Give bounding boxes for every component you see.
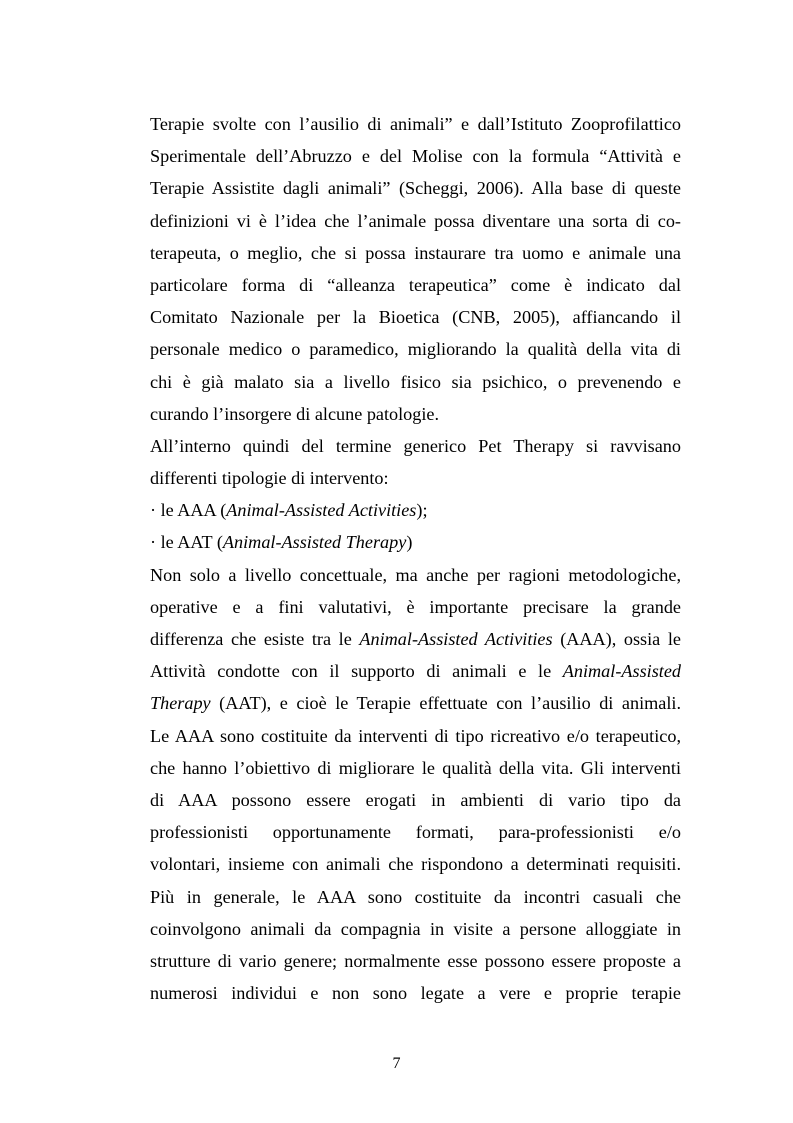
text-line (150, 848, 681, 880)
text-segment: Attività condotte con il supporto di animali e le (150, 661, 563, 682)
text-line (150, 172, 681, 204)
text-segment: Comitato Nazionale per la Bioetica (CNB, 2005), affiancando il (150, 307, 681, 328)
text-segment: numerosi individui e non sono legate a vere e proprie terapie (150, 983, 681, 1004)
text-segment: strutture di vario genere; normalmente esse possono essere proposte a (150, 950, 681, 971)
text-line (150, 623, 681, 655)
italic-term: Animal-Assisted Therapy (222, 532, 407, 553)
text-segment: coinvolgono animali da compagnia in visite a persone alloggiate in (150, 918, 681, 939)
text-segment: definizioni vi è l’idea che l’animale possa diventare una sorta di co- (150, 210, 681, 231)
text-segment: curando l’insorgere di alcune patologie. (150, 403, 440, 424)
text-line (150, 205, 681, 237)
text-line (150, 945, 681, 977)
text-segment: differenza che esiste tra le (150, 629, 360, 649)
italic-term: Animal-Assisted Activities (359, 629, 553, 649)
text-line (150, 140, 681, 172)
text-segment: Terapie Assistite dagli animali” (Scheggi, 2006). Alla base di queste (150, 178, 681, 199)
text-segment: (AAT), e cioè le Terapie effettuate con l’ausilio di animali. (210, 693, 681, 714)
body-text (150, 108, 681, 1009)
text-segment: · le AAA ( (150, 500, 227, 521)
text-line (150, 301, 681, 333)
text-line (150, 913, 681, 945)
text-line (150, 655, 681, 687)
text-segment: chi è già malato sia a livello fisico sia psichico, o prevenendo e (150, 371, 681, 392)
text-line (150, 816, 681, 848)
text-line (150, 977, 681, 1009)
text-segment: operative e a fini valutativi, è importante precisare la grande (150, 596, 681, 617)
text-line (150, 720, 681, 752)
text-segment: Terapie svolte con l’ausilio di animali” e dall’Istituto Zooprofilattico (150, 114, 681, 134)
page-number: 7 (392, 1055, 401, 1072)
text-segment: particolare forma di “alleanza terapeutica” come è indicato dal (150, 274, 681, 295)
text-line (150, 494, 681, 526)
text-line (150, 366, 681, 398)
text-segment: di AAA possono essere erogati in ambienti di vario tipo da (150, 789, 681, 810)
text-line (150, 752, 681, 784)
text-line (150, 269, 681, 301)
italic-term: Animal-Assisted Activities (226, 500, 417, 521)
text-line (150, 881, 681, 913)
text-line (150, 108, 681, 140)
text-line (150, 398, 681, 430)
text-line (150, 237, 681, 269)
text-segment: professionisti opportunamente formati, para-professionisti e/o (150, 822, 681, 843)
text-line (150, 333, 681, 365)
text-segment: Non solo a livello concettuale, ma anche per ragioni metodologiche, (150, 564, 681, 585)
text-segment: Più in generale, le AAA sono costituite da incontri casuali che (150, 886, 681, 907)
text-segment: terapeuta, o meglio, che si possa instaurare tra uomo e animale una (150, 242, 681, 263)
text-segment: · le AAT ( (150, 532, 223, 553)
text-segment: personale medico o paramedico, migliorando la qualità della vita di (150, 339, 681, 360)
text-segment: che hanno l’obiettivo di migliorare le qualità della vita. Gli interventi (150, 757, 681, 778)
text-segment: ) (406, 532, 413, 553)
italic-term: Animal-Assisted (562, 661, 681, 682)
text-segment: ); (416, 500, 428, 521)
text-line (150, 687, 681, 719)
text-line (150, 526, 681, 558)
text-line (150, 430, 681, 462)
text-line (150, 591, 681, 623)
text-segment: volontari, insieme con animali che rispondono a determinati requisiti. (150, 854, 681, 875)
text-segment: Sperimentale dell’Abruzzo e del Molise con la formula “Attività e (150, 146, 681, 167)
text-segment: Le AAA sono costituite da interventi di tipo ricreativo e/o terapeutico, (150, 725, 681, 746)
italic-term: Therapy (150, 693, 211, 714)
text-line (150, 784, 681, 816)
text-line (150, 559, 681, 591)
text-segment: (AAA), ossia le (552, 629, 681, 649)
text-line (150, 462, 681, 494)
text-segment: differenti tipologie di intervento: (150, 468, 389, 489)
text-segment: All’interno quindi del termine generico Pet Therapy si ravvisano (150, 435, 681, 456)
